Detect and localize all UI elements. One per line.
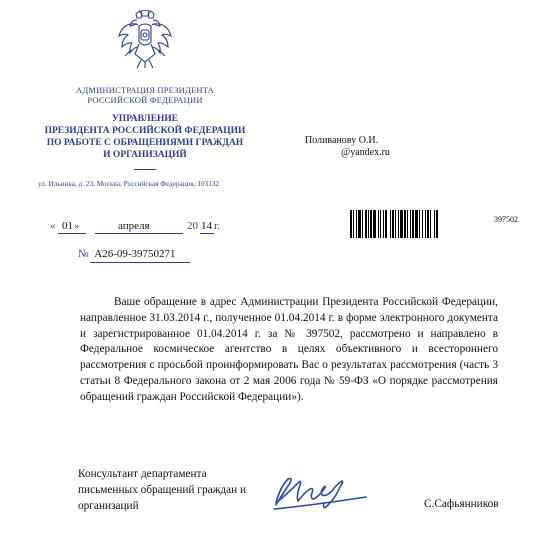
date-year-unit: г. bbox=[214, 220, 221, 232]
number-sign: № bbox=[78, 248, 89, 260]
barcode-stripe bbox=[378, 210, 379, 238]
header-divider bbox=[134, 169, 156, 170]
barcode-stripe bbox=[373, 210, 376, 238]
date-close-quote: » bbox=[74, 220, 80, 232]
date-year-prefix: 20 bbox=[187, 220, 198, 232]
barcode-number: 397502 bbox=[494, 215, 518, 224]
body-paragraph: Ваше обращение в адрес Администрации Президента Российской Федерации, направленное 31.03.2014 г., полученное 01.04.2014 г. в форме электронного документа и зарегистрированное 01.04.2014 г. за № 397502, рассмотрено и направлено в Федеральное космическое агентство в целях объективного и всестороннего рассмотрения с просьбой проинформировать Вас о результатах рассмотрения (часть 3 статьи 8 Федерального закона от 2 мая 2006 года № 59-ФЗ «О порядке рассмотрения обращений граждан Российской Федерации»). bbox=[80, 296, 498, 403]
signatory-title bbox=[78, 466, 246, 514]
eagle-emblem-icon bbox=[117, 10, 173, 74]
letter-body bbox=[80, 295, 498, 406]
barcode-stripe bbox=[434, 210, 435, 238]
dept-line-2: ПРЕЗИДЕНТА РОССИЙСКОЙ ФЕДЕРАЦИИ bbox=[44, 126, 246, 136]
barcode-stripe bbox=[390, 210, 391, 238]
barcode-stripe bbox=[415, 210, 418, 238]
number-underline bbox=[90, 262, 190, 263]
recipient-name: Поливанову О.И. bbox=[305, 135, 379, 146]
admin-header bbox=[60, 85, 230, 105]
barcode-stripe bbox=[358, 210, 361, 238]
barcode-stripe bbox=[404, 210, 406, 238]
admin-line-2: РОССИЙСКОЙ ФЕДЕРАЦИИ bbox=[87, 95, 203, 105]
barcode-stripe bbox=[422, 210, 423, 238]
barcode-stripe bbox=[410, 210, 411, 238]
barcode-stripe bbox=[385, 210, 387, 238]
date-open-quote: « bbox=[50, 220, 56, 232]
barcode-stripe bbox=[419, 210, 420, 238]
barcode-stripe bbox=[380, 210, 381, 238]
signatory-title-line-2: письменных обращений граждан и bbox=[78, 484, 247, 496]
admin-line-1: АДМИНИСТРАЦИЯ ПРЕЗИДЕНТА bbox=[75, 85, 214, 95]
number-row bbox=[78, 248, 176, 260]
barcode-stripe bbox=[400, 210, 403, 238]
date-day: 01 bbox=[62, 220, 73, 232]
dept-line-1: УПРАВЛЕНИЕ bbox=[111, 114, 179, 124]
year-underline bbox=[200, 233, 214, 234]
barcode-stripe bbox=[368, 210, 369, 238]
date-month: апреля bbox=[118, 220, 150, 232]
barcode-stripe bbox=[425, 210, 426, 238]
registration-number: А26-09-39750271 bbox=[94, 248, 176, 260]
signatory-title-line-1: Консультант департамента bbox=[78, 468, 207, 480]
barcode-stripe bbox=[398, 210, 399, 238]
barcode-stripe bbox=[350, 210, 352, 238]
barcode-stripe bbox=[362, 210, 363, 238]
date-year-suffix: 14 bbox=[201, 220, 212, 232]
barcode-stripe bbox=[370, 210, 372, 238]
barcode-stripe bbox=[395, 210, 396, 238]
dept-line-3: ПО РАБОТЕ С ОБРАЩЕНИЯМИ ГРАЖДАН bbox=[46, 138, 244, 148]
barcode-stripe bbox=[412, 210, 414, 238]
signatory-name: С.Сафьянников bbox=[424, 498, 499, 510]
barcode-stripe bbox=[436, 210, 438, 238]
signatory-title-line-3: организаций bbox=[78, 500, 139, 512]
barcode-stripe bbox=[407, 210, 408, 238]
address-line: ул. Ильинка, д. 23, Москва, Российская Федерация, 103132 bbox=[38, 180, 220, 188]
recipient-email: @yandex.ru bbox=[341, 147, 390, 158]
dept-line-4: И ОРГАНИЗАЦИЙ bbox=[103, 150, 187, 160]
barcode-stripe bbox=[430, 210, 431, 238]
barcode-stripe bbox=[365, 210, 367, 238]
barcode-stripe bbox=[356, 210, 357, 238]
barcode-stripe bbox=[392, 210, 394, 238]
handwritten-signature bbox=[268, 465, 378, 515]
barcode-icon bbox=[350, 210, 488, 238]
barcode-stripe bbox=[427, 210, 429, 238]
day-underline bbox=[58, 233, 86, 234]
barcode-stripe bbox=[383, 210, 384, 238]
recipient-block bbox=[305, 135, 390, 159]
month-underline bbox=[95, 233, 183, 234]
barcode-stripe bbox=[353, 210, 354, 238]
department-header bbox=[40, 113, 250, 161]
